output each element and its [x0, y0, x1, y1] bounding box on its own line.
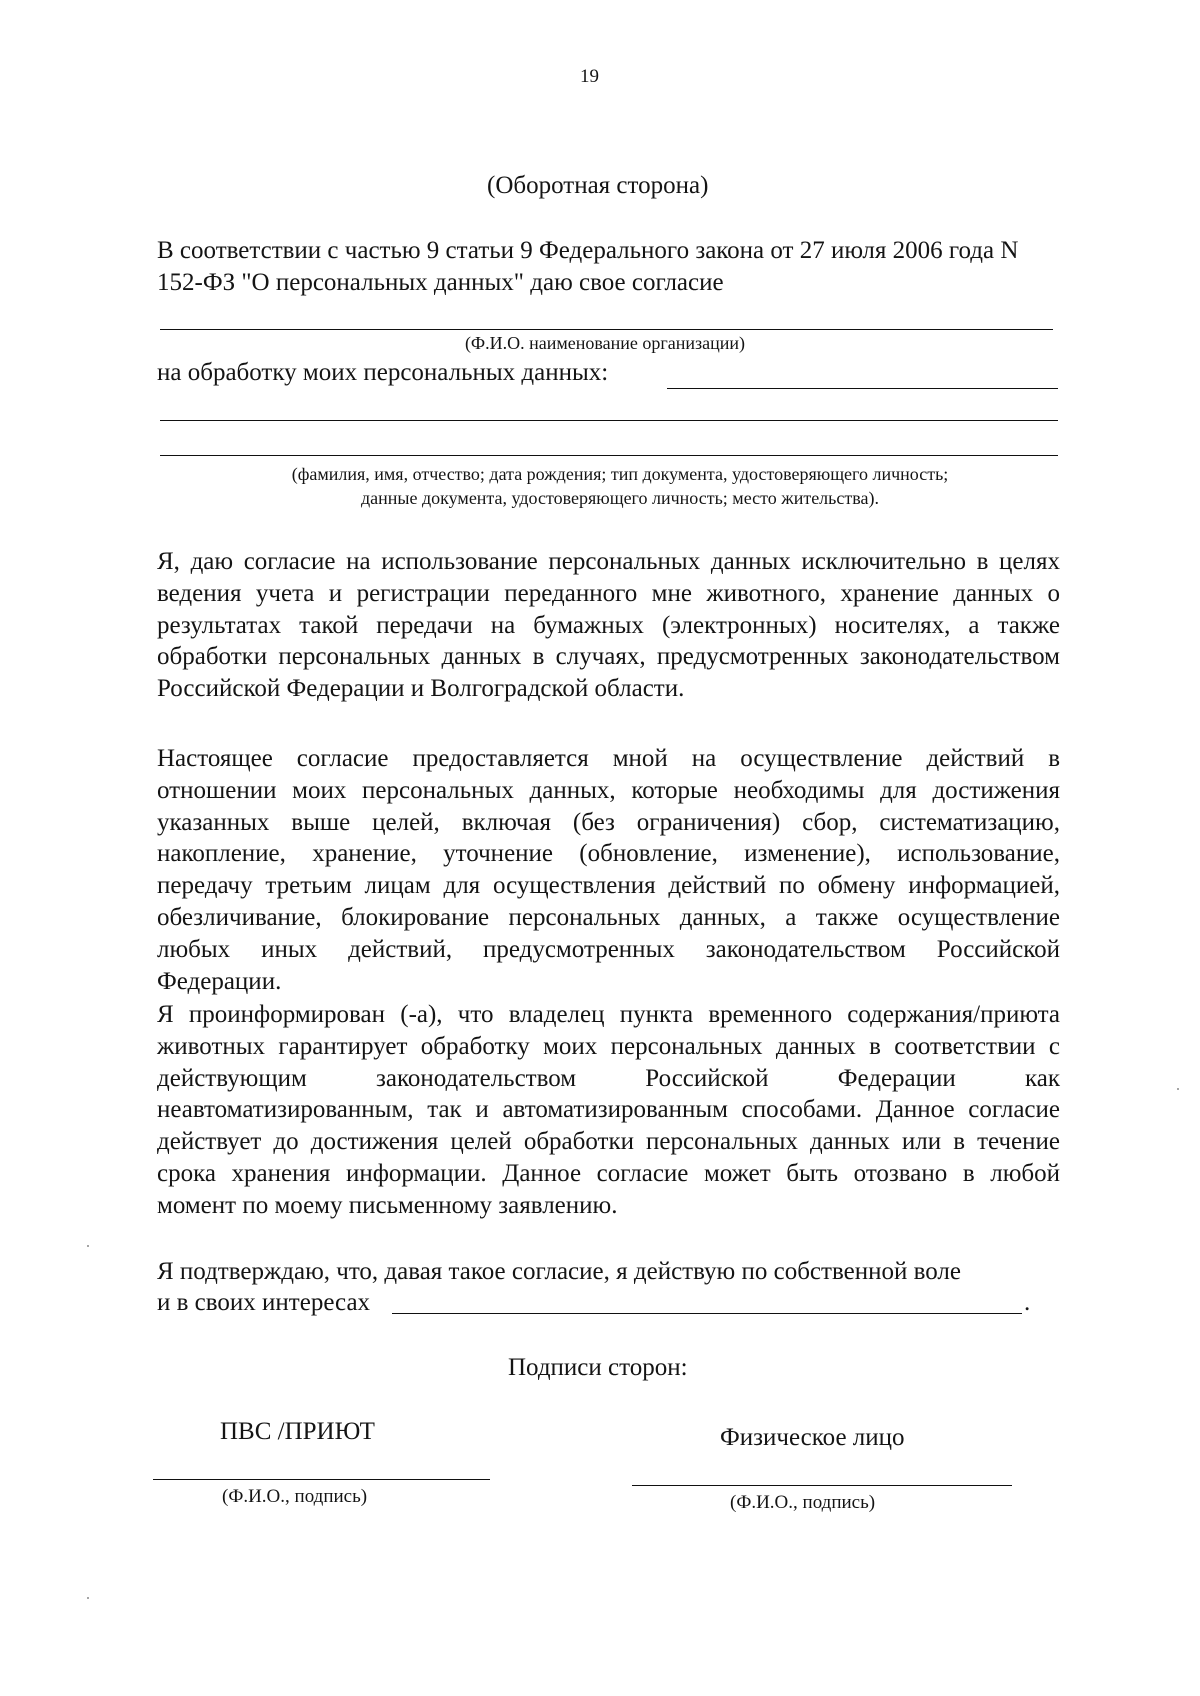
consent-paragraph-informed: Я проинформирован (-а), что владелец пункта временного содержания/приюта животных гарантирует обработку моих персональных данных в соответствии с действующим законодательством Российской Федерации как неавтоматизированным, так и автоматизированным способами. Данное согласие действует до достижения целей обработки персональных данных или в течение срока хранения информации. Данное согласие может быть отозвано в любой момент по моему письменному заявлению. — [157, 1001, 1060, 1219]
personal-data-caption — [180, 462, 1060, 510]
processing-blank-line[interactable] — [667, 388, 1058, 389]
scan-speck — [87, 1245, 89, 1247]
signature-line-left[interactable] — [153, 1479, 490, 1480]
confirmation-blank-line[interactable] — [392, 1313, 1022, 1314]
signature-caption-left: (Ф.И.О., подпись) — [222, 1486, 368, 1507]
party-left-label: ПВС /ПРИЮТ — [220, 1418, 375, 1445]
personal-data-caption-line-2: данные документа, удостоверяющего личность; место жительства). — [361, 488, 879, 508]
fio-org-caption: (Ф.И.О. наименование организации) — [464, 333, 746, 353]
confirmation-end: . — [1024, 1289, 1031, 1316]
scan-speck — [87, 1597, 89, 1599]
signature-line-right[interactable] — [632, 1485, 1012, 1486]
personal-data-caption-line-1: (фамилия, имя, отчество; дата рождения; тип документа, удостоверяющего личность; — [291, 464, 949, 484]
page-number: 19 — [580, 66, 599, 87]
signature-caption-right: (Ф.И.О., подпись) — [730, 1492, 876, 1513]
party-right-label: Физическое лицо — [720, 1424, 905, 1451]
consent-paragraph-purpose: Я, даю согласие на использование персональных данных исключительно в целях ведения учета и регистрации переданного мне животного, хранение данных о результатах такой передачи на бумажных (электронных) носителях, а также обработки персональных данных в случаях, предусмотренных законодательством Российской Федерации и Волгоградской области. — [157, 548, 1060, 703]
processing-label: на обработку моих персональных данных: — [157, 359, 609, 386]
confirmation-line-1: Я подтверждаю, что, давая такое согласие, я действую по собственной воле — [157, 1258, 961, 1285]
scan-speck — [1177, 1088, 1179, 1090]
intro-text: В соответствии с частью 9 статьи 9 Федерального закона от 27 июля 2006 года N 152-ФЗ "О персональных данных" даю свое согласие — [157, 237, 1019, 296]
consent-paragraph-actions: Настоящее согласие предоставляется мной на осуществление действий в отношении моих персональных данных, которые необходимы для достижения указанных выше целей, включая (без ограничения) сбор, систематизацию, накопление, хранение, уточнение (обновление, изменение), использование, передачу третьим лицам для осуществления действий по обмену информацией, обезличивание, блокирование персональных данных, а также осуществление любых иных действий, предусмотренных законодательством Российской Федерации. — [157, 745, 1060, 995]
signatures-heading: Подписи сторон: — [508, 1354, 688, 1381]
fio-org-blank-line[interactable] — [160, 329, 1053, 330]
personal-data-blank-line-1[interactable] — [160, 420, 1058, 421]
personal-data-blank-line-2[interactable] — [160, 455, 1058, 456]
side-label: (Оборотная сторона) — [487, 172, 709, 199]
confirmation-line-2: и в своих интересах — [157, 1289, 371, 1316]
